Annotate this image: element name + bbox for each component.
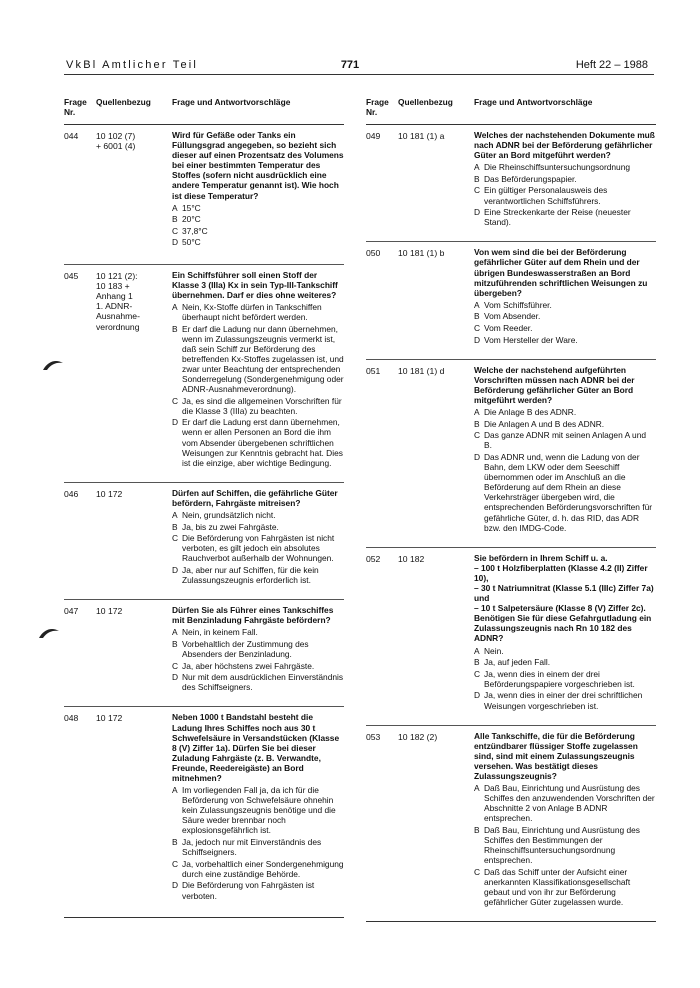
question-number: 050 bbox=[366, 248, 381, 259]
answer-option bbox=[474, 323, 656, 333]
answer-option bbox=[474, 162, 656, 172]
option-letter: B bbox=[172, 837, 178, 848]
source-reference: 10 181 (1) d bbox=[398, 365, 445, 376]
answer-option bbox=[474, 419, 656, 429]
option-text: Ja, bis zu zwei Fahrgäste. bbox=[182, 521, 279, 532]
option-text: Ja, wenn dies in einer der drei schriftlichen Weisungen vorgeschrieben ist. bbox=[484, 690, 643, 711]
header-fragen: Frage und Antwortvorschläge bbox=[474, 97, 593, 107]
answer-option bbox=[172, 880, 344, 900]
column-header bbox=[366, 90, 656, 125]
question-body bbox=[172, 265, 344, 468]
option-letter: B bbox=[474, 173, 480, 184]
option-letter: D bbox=[474, 451, 481, 462]
question-number: 046 bbox=[64, 488, 79, 499]
option-letter: C bbox=[172, 225, 179, 236]
question-entry bbox=[366, 242, 656, 359]
answer-option bbox=[474, 407, 656, 417]
question-body bbox=[474, 242, 656, 344]
question-entry bbox=[366, 360, 656, 548]
answer-option bbox=[172, 214, 344, 224]
issue-label: Heft 22 – 1988 bbox=[575, 59, 648, 71]
option-text: Die Rheinschiffsuntersuchungsordnung bbox=[484, 162, 631, 173]
option-text: Im vorliegenden Fall ja, da ich für die Beförderung von Schwefelsäure ohnehin kein Zulassungszeugnis benötige und die Säure weder brennbar noch explosionsgefährlich ist. bbox=[182, 785, 336, 836]
option-letter: B bbox=[474, 824, 480, 835]
question-text: Dürfen Sie als Führer eines Tankschiffes mit Benzinladung Fahrgäste befördern? bbox=[172, 605, 334, 626]
option-text: Ja, aber höchstens zwei Fahrgäste. bbox=[182, 660, 315, 671]
journal-title: VkBl Amtlicher Teil bbox=[66, 59, 199, 71]
source-reference: 10 182 (2) bbox=[398, 731, 438, 742]
answer-option bbox=[474, 452, 656, 533]
answer-option bbox=[172, 417, 344, 467]
option-text: Ja, es sind die allgemeinen Vorschriften für die Klasse 3 (IIIa) zu beachten. bbox=[182, 395, 342, 416]
option-letter: B bbox=[474, 311, 480, 322]
column-header bbox=[64, 90, 344, 125]
answer-option bbox=[172, 627, 344, 637]
answer-option bbox=[474, 646, 656, 656]
option-letter: A bbox=[172, 301, 178, 312]
question-number: 048 bbox=[64, 713, 79, 724]
source-reference: 10 172 bbox=[96, 713, 123, 724]
answer-option bbox=[474, 669, 656, 689]
option-text: Das ADNR und, wenn die Ladung von der Bahn, dem LKW oder dem Seeschiff übernommen oder im Anschluß an die Beförderung auf dem Rhein an diese Verkehrsträger übergeben wird, die entsprechenden Beförderungsvorschriften für gefährliche Güter, d. h. das RID, das ADR bzw. den IMDG-Code. bbox=[484, 451, 653, 533]
source-reference: 10 182 bbox=[398, 553, 425, 564]
option-letter: B bbox=[172, 521, 178, 532]
question-entry bbox=[64, 707, 344, 910]
option-letter: C bbox=[474, 866, 481, 877]
answer-option bbox=[474, 174, 656, 184]
answer-option bbox=[474, 311, 656, 321]
option-letter: D bbox=[172, 237, 179, 248]
question-number: 052 bbox=[366, 553, 381, 564]
question-list-left bbox=[64, 125, 344, 918]
option-text: Das Beförderungspapier. bbox=[484, 173, 577, 184]
question-entry bbox=[366, 125, 656, 242]
option-letter: D bbox=[474, 690, 481, 701]
header-frage-nr: Frage Nr. bbox=[64, 97, 87, 117]
right-column bbox=[366, 90, 656, 922]
option-text: Daß das Schiff unter der Aufsicht einer anerkannten Klassifikationsgesellschaft gebaut und von ihr zur Beförderung gefährlicher Güter zugelassen wurde. bbox=[484, 866, 631, 908]
answer-option bbox=[474, 207, 656, 227]
option-text: Daß Bau, Einrichtung und Ausrüstung des Schiffes den anzuwendenden Vorschriften der Abschnitte 2 von Anlage B ADNR entsprechen. bbox=[484, 783, 655, 824]
option-text: Daß Bau, Einrichtung und Ausrüstung des Schiffes den Bestimmungen der Rheinschiffsuntersuchungsordnung entsprechen. bbox=[484, 824, 640, 866]
margin-mark-icon bbox=[42, 358, 64, 372]
option-letter: A bbox=[474, 299, 480, 310]
option-text: Nein, Kx-Stoffe dürfen in Tankschiffen überhaupt nicht befördert werden. bbox=[182, 301, 322, 322]
option-letter: B bbox=[474, 418, 480, 429]
option-text: Ein gültiger Personalausweis des verantwortlichen Schiffsführers. bbox=[484, 185, 608, 206]
column-end-rule bbox=[64, 917, 344, 918]
question-text: Sie befördern in Ihrem Schiff u. a. – 100 t Holzfiberplatten (Klasse 4.2 (II) Ziffer 10), – 30 t Natriumnitrat (Klasse 5.1 (IIIc) Ziffer 7a) und – 10 t Salpetersäure (Klasse 8 (V) Ziffer 2c). Benötigen Sie für diese Gefahrgutladung ein Zulassungszeugnis nach Rn 10 182 des ADNR? bbox=[474, 552, 654, 644]
option-text: 37,8°C bbox=[182, 225, 208, 236]
answer-option bbox=[172, 324, 344, 395]
question-text: Welche der nachstehend aufgeführten Vorschriften müssen nach ADNR bei der Beförderung gefährlicher Güter an Bord mitgeführt werden? bbox=[474, 364, 635, 405]
source-reference: 10 102 (7) + 6001 (4) bbox=[96, 131, 136, 152]
option-letter: C bbox=[474, 430, 481, 441]
answer-option bbox=[474, 867, 656, 907]
answer-option bbox=[172, 510, 344, 520]
answer-option bbox=[172, 785, 344, 835]
answer-option bbox=[474, 825, 656, 865]
option-letter: C bbox=[172, 858, 179, 869]
source-reference: 10 181 (1) b bbox=[398, 248, 445, 259]
question-number: 051 bbox=[366, 365, 381, 376]
source-reference: 10 172 bbox=[96, 606, 123, 617]
option-letter: A bbox=[474, 407, 480, 418]
option-text: Er darf die Ladung erst dann übernehmen, wenn er allen Personen an Bord die ihm vom Absender übergebenen schriftlichen Weisungen zur Kenntnis gebracht hat. Dies ist die einzige, aber wichtige Bedingung. bbox=[182, 417, 343, 468]
option-text: Ja, jedoch nur mit Einverständnis des Schiffseigners. bbox=[182, 837, 322, 858]
question-entry bbox=[64, 125, 344, 265]
question-body bbox=[474, 548, 656, 711]
option-text: Nein, grundsätzlich nicht. bbox=[182, 510, 276, 520]
question-text: Wird für Gefäße oder Tanks ein Füllungsgrad angegeben, so bezieht sich dieser auf einen Prozentsatz des Volumens bei einer bestimmten Temperatur des Stoffes (sofern nicht ausdrücklich eine andere Temperatur genannt ist). Wie hoch ist diese Temperatur? bbox=[172, 130, 344, 201]
question-number: 044 bbox=[64, 131, 79, 141]
answer-option bbox=[172, 533, 344, 563]
option-letter: C bbox=[172, 660, 179, 671]
question-body bbox=[172, 483, 344, 585]
option-text: Ja, vorbehaltlich einer Sondergenehmigung durch eine zuständige Behörde. bbox=[182, 858, 344, 879]
answer-option bbox=[172, 837, 344, 857]
answer-option bbox=[474, 783, 656, 823]
answer-option bbox=[474, 300, 656, 310]
question-body bbox=[172, 125, 344, 248]
question-body bbox=[474, 125, 656, 227]
answer-option bbox=[172, 203, 344, 213]
option-letter: B bbox=[172, 323, 178, 334]
question-text: Ein Schiffsführer soll einen Stoff der Klasse 3 (IIIa) Kx in sein Typ-III-Tankschiff übernehmen. Darf er dies ohne weiteres? bbox=[172, 269, 338, 300]
question-number: 045 bbox=[64, 270, 79, 281]
answer-option bbox=[172, 396, 344, 416]
answer-option bbox=[172, 237, 344, 247]
option-letter: C bbox=[172, 533, 179, 544]
question-entry bbox=[366, 548, 656, 726]
question-number: 047 bbox=[64, 606, 79, 617]
option-text: Nein. bbox=[484, 645, 504, 656]
question-entry bbox=[64, 600, 344, 707]
answer-option bbox=[172, 639, 344, 659]
option-letter: C bbox=[474, 323, 481, 333]
option-text: Nur mit dem ausdrücklichen Einverständnis des Schiffseigners. bbox=[182, 672, 344, 693]
option-letter: A bbox=[172, 785, 178, 796]
option-text: Die Beförderung von Fahrgästen ist nicht verboten, es gilt jedoch ein absolutes Rauchverbot außerhalb der Wohnungen. bbox=[182, 533, 335, 564]
header-quellenbezug: Quellenbezug bbox=[96, 97, 151, 107]
question-body bbox=[172, 707, 344, 900]
option-text: Das ganze ADNR mit seinen Anlagen A und B. bbox=[484, 430, 647, 451]
answer-option bbox=[172, 226, 344, 236]
option-text: Vom Absender. bbox=[484, 311, 541, 322]
option-letter: A bbox=[474, 783, 480, 794]
option-letter: B bbox=[172, 214, 178, 225]
option-letter: D bbox=[474, 334, 481, 345]
option-letter: D bbox=[172, 880, 179, 891]
column-end-rule bbox=[366, 921, 656, 922]
question-entry bbox=[64, 483, 344, 600]
answer-option bbox=[474, 185, 656, 205]
option-text: Ja, aber nur auf Schiffen, für die kein Zulassungszeugnis erforderlich ist. bbox=[182, 564, 319, 586]
option-letter: D bbox=[172, 564, 179, 575]
option-text: Die Anlage B des ADNR. bbox=[484, 407, 577, 418]
option-text: Vom Reeder. bbox=[484, 323, 533, 333]
question-text: Von wem sind die bei der Beförderung gefährlicher Güter auf dem Rhein und der übrigen Bundeswasserstraßen an Bord mitzuführenden schriftlichen Weisungen zu übergeben? bbox=[474, 247, 648, 298]
option-letter: C bbox=[172, 395, 179, 406]
answer-option bbox=[172, 859, 344, 879]
header-quellenbezug: Quellenbezug bbox=[398, 97, 453, 107]
option-letter: A bbox=[172, 510, 178, 520]
option-letter: C bbox=[474, 185, 481, 196]
option-text: 15°C bbox=[182, 202, 201, 213]
option-text: Eine Streckenkarte der Reise (neuester Stand). bbox=[484, 207, 631, 228]
source-reference: 10 181 (1) a bbox=[398, 131, 445, 141]
option-letter: D bbox=[172, 672, 179, 683]
answer-option bbox=[474, 335, 656, 345]
answer-option bbox=[474, 657, 656, 667]
option-text: Ja, wenn dies in einem der drei Beförderungspapiere vorgeschrieben ist. bbox=[484, 668, 635, 689]
option-letter: B bbox=[474, 657, 480, 668]
option-letter: D bbox=[474, 207, 481, 218]
answer-option bbox=[474, 430, 656, 450]
question-list-right bbox=[366, 125, 656, 922]
option-letter: A bbox=[172, 202, 178, 213]
header-frage-nr: Frage Nr. bbox=[366, 97, 389, 117]
answer-option bbox=[474, 690, 656, 710]
question-entry bbox=[366, 726, 656, 916]
option-text: Vom Schiffsführer. bbox=[484, 299, 552, 310]
question-text: Alle Tankschiffe, die für die Beförderung entzündbarer flüssiger Stoffe zugelassen sind, sind mit einem Zulassungszeugnis versehen. Was bestätigt dieses Zulassungszeugnis? bbox=[474, 730, 638, 781]
option-text: Die Beförderung von Fahrgästen ist verboten. bbox=[182, 880, 315, 901]
option-text: 50°C bbox=[182, 237, 201, 248]
option-letter: C bbox=[474, 668, 481, 679]
option-letter: B bbox=[172, 638, 178, 649]
option-letter: A bbox=[474, 645, 480, 656]
option-text: Die Anlagen A und B des ADNR. bbox=[484, 418, 605, 429]
header-fragen: Frage und Antwortvorschläge bbox=[172, 97, 291, 107]
answer-option bbox=[172, 302, 344, 322]
question-text: Dürfen auf Schiffen, die gefährliche Güter befördern, Fahrgäste mitreisen? bbox=[172, 487, 338, 508]
option-text: Vom Hersteller der Ware. bbox=[484, 334, 578, 345]
answer-option bbox=[172, 522, 344, 532]
question-body bbox=[474, 360, 656, 533]
option-letter: A bbox=[474, 162, 480, 173]
option-letter: D bbox=[172, 417, 179, 428]
question-entry bbox=[64, 265, 344, 483]
question-body bbox=[474, 726, 656, 908]
answer-option bbox=[172, 672, 344, 692]
option-text: Vorbehaltlich der Zustimmung des Absenders der Benzinladung. bbox=[182, 638, 309, 660]
question-number: 053 bbox=[366, 731, 381, 742]
header-rule bbox=[64, 74, 654, 75]
option-text: 20°C bbox=[182, 214, 201, 225]
question-number: 049 bbox=[366, 131, 381, 141]
option-text: Nein, in keinem Fall. bbox=[182, 627, 258, 638]
option-text: Er darf die Ladung nur dann übernehmen, wenn im Zulassungszeugnis vermerkt ist, daß sein Schiff zur Beförderung des betreffenden Kx-Stoffes zugelassen ist, und zwar unter Beachtung der entsprechenden Sonderregelung (Sondergenehmigung oder ADNR-Ausnahmeverordnung). bbox=[182, 323, 344, 395]
answer-option bbox=[172, 565, 344, 585]
answer-option bbox=[172, 661, 344, 671]
question-text: Welches der nachstehenden Dokumente muß nach ADNR bei der Beförderung gefährlicher Güter an Bord mitgeführt werden? bbox=[474, 130, 655, 161]
page-number: 771 bbox=[340, 59, 360, 71]
left-column bbox=[64, 90, 344, 918]
source-reference: 10 121 (2): 10 183 + Anhang 1 1. ADNR- Ausnahme- verordnung bbox=[96, 270, 140, 332]
source-reference: 10 172 bbox=[96, 488, 123, 499]
option-text: Ja, auf jeden Fall. bbox=[484, 657, 551, 668]
option-letter: A bbox=[172, 627, 178, 638]
margin-mark-icon bbox=[38, 626, 60, 640]
question-body bbox=[172, 600, 344, 692]
question-text: Neben 1000 t Bandstahl besteht die Ladung Ihres Schiffes noch aus 30 t Schwefelsäure in Versandstücken (Klasse 8 (V) Ziffer 1a). Dürfen Sie bei dieser Zuladung Fahrgäste (z. B. Verwandte, Freunde, Reedereigäste) an Bord mitnehmen? bbox=[172, 712, 340, 783]
